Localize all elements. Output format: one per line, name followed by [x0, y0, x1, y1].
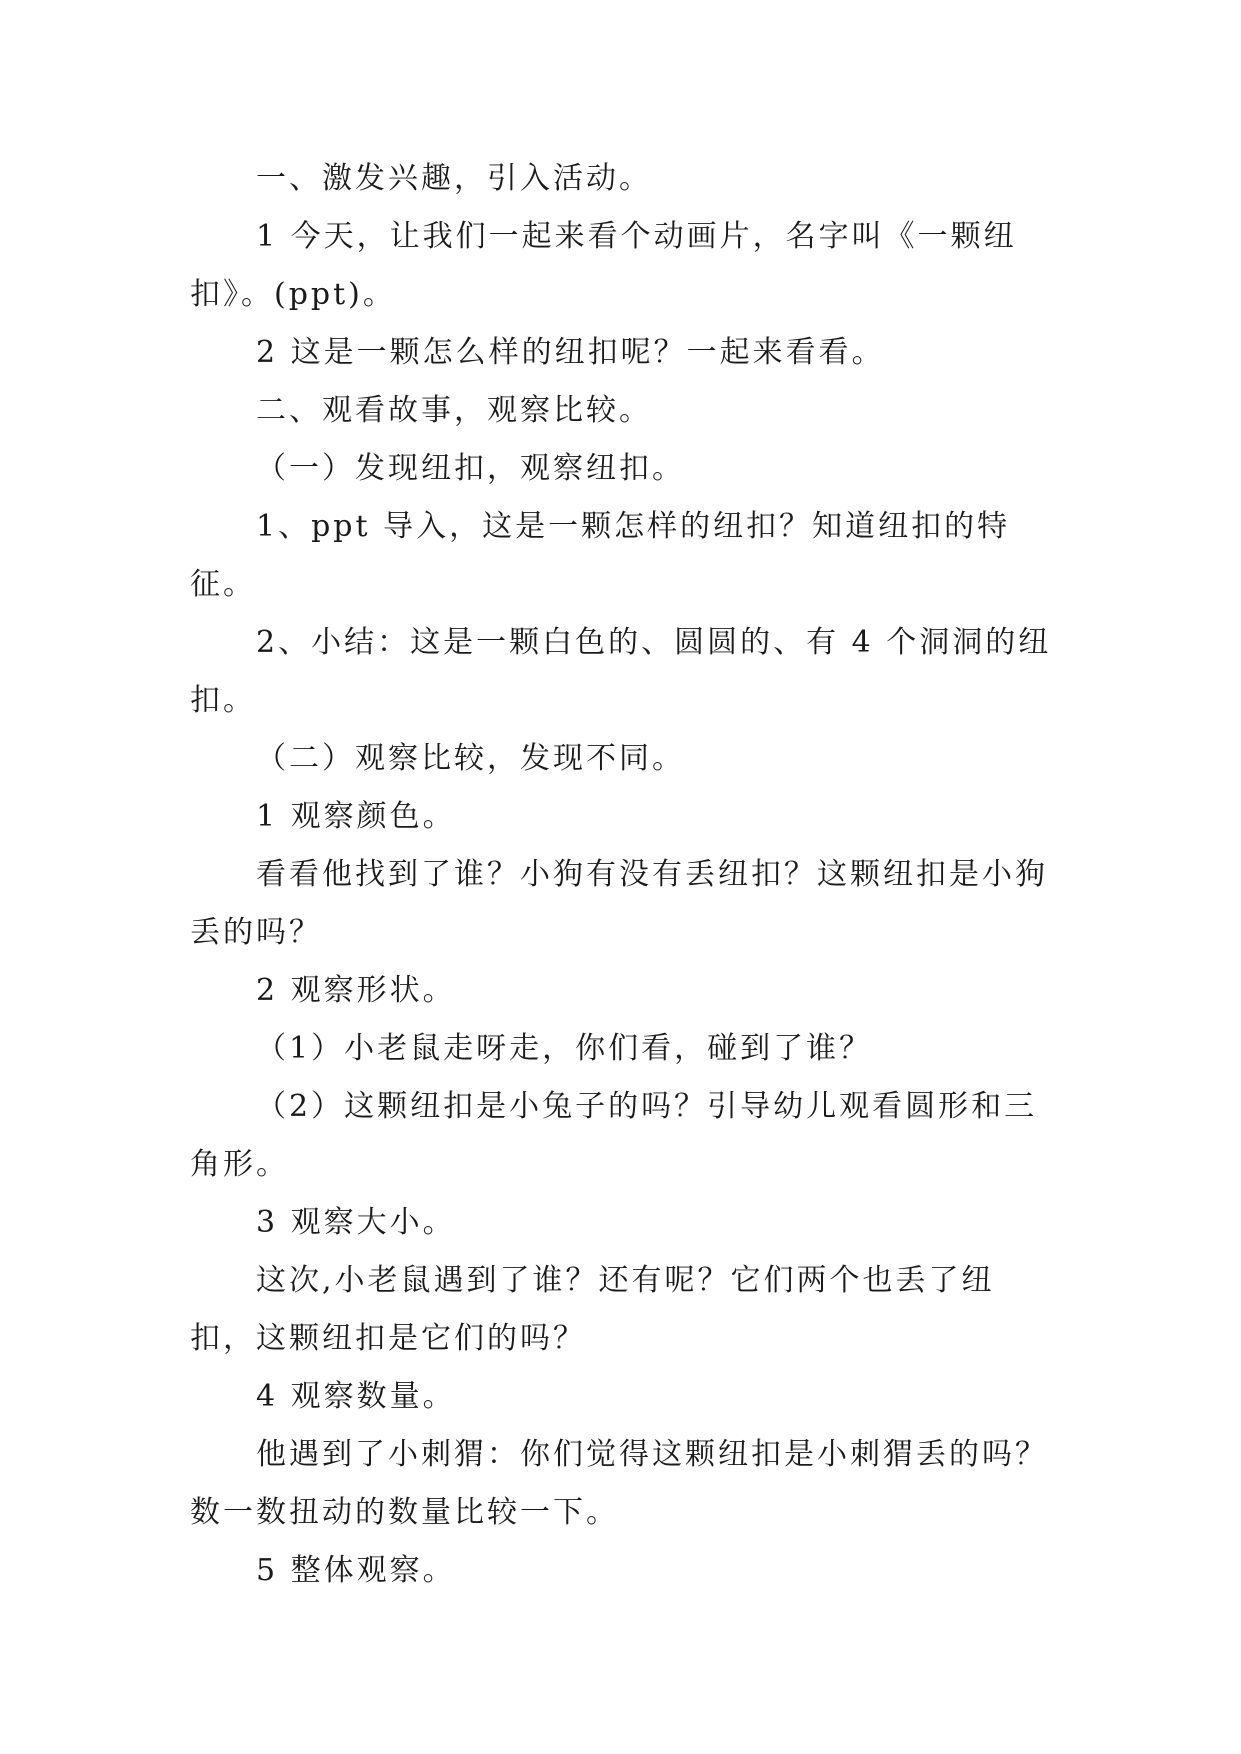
document-body [190, 150, 1060, 1600]
paragraph: 1、ppt 导入，这是一颗怎样的纽扣？知道纽扣的特征。 [190, 509, 1011, 602]
step-heading: 2 观察形状。 [256, 973, 456, 1008]
paragraph: 这次,小老鼠遇到了谁？还有呢？它们两个也丢了纽扣，这颗纽扣是它们的吗？ [190, 1263, 995, 1356]
paragraph: 1 今天，让我们一起来看个动画片，名字叫《一颗纽扣》。(ppt)。 [190, 219, 1017, 312]
paragraph: （2）这颗纽扣是小兔子的吗？引导幼儿观看圆形和三角形。 [190, 1089, 1038, 1182]
paragraph: 他遇到了小刺猬：你们觉得这颗纽扣是小刺猬丢的吗？数一数扭动的数量比较一下。 [190, 1437, 1048, 1530]
subsection-heading-1: （一）发现纽扣，观察纽扣。 [256, 451, 685, 486]
step-heading: 4 观察数量。 [256, 1379, 456, 1414]
paragraph: 2 这是一颗怎么样的纽扣呢？一起来看看。 [256, 335, 885, 370]
section-heading-1: 一、激发兴趣，引入活动。 [256, 161, 652, 196]
step-heading: 5 整体观察。 [256, 1553, 456, 1588]
paragraph: 看看他找到了谁？小狗有没有丢纽扣？这颗纽扣是小狗丢的吗？ [190, 857, 1048, 950]
subsection-heading-2: （二）观察比较，发现不同。 [256, 741, 685, 776]
section-heading-2: 二、观看故事，观察比较。 [256, 393, 652, 428]
paragraph: （1）小老鼠走呀走，你们看，碰到了谁？ [256, 1031, 873, 1066]
paragraph: 2、小结：这是一颗白色的、圆圆的、有 4 个洞洞的纽扣。 [190, 625, 1052, 718]
step-heading: 3 观察大小。 [256, 1205, 456, 1240]
step-heading: 1 观察颜色。 [256, 799, 456, 834]
